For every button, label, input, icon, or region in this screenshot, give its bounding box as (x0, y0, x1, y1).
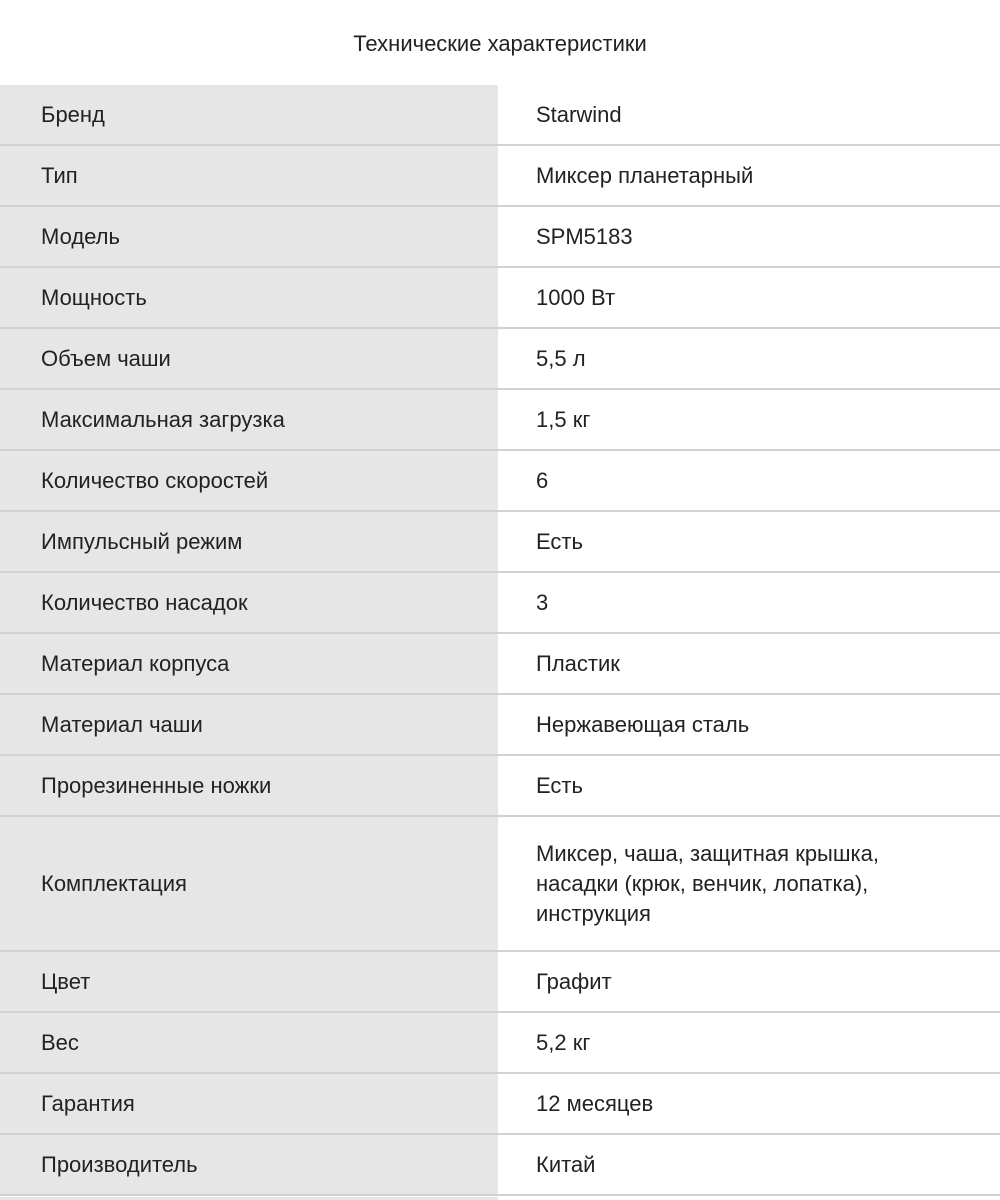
spec-value: Графит (500, 952, 1000, 1011)
spec-label: Мощность (0, 268, 500, 327)
spec-value: Китай (500, 1135, 1000, 1194)
spec-row-max-load (0, 390, 1000, 451)
spec-label: Тип (0, 146, 500, 205)
spec-value: Миксер, чаша, защитная крышка, насадки (крюк, венчик, лопатка), инструкция (500, 817, 1000, 950)
spec-label: Прорезиненные ножки (0, 756, 500, 815)
spec-row-color (0, 952, 1000, 1013)
spec-value: 6 (500, 451, 1000, 510)
spec-row-brand (0, 85, 1000, 146)
spec-label: Импульсный режим (0, 512, 500, 571)
spec-label: Вес (0, 1013, 500, 1072)
spec-label: Объем чаши (0, 329, 500, 388)
spec-value: Миксер планетарный (500, 146, 1000, 205)
spec-label: Гарантия (0, 1074, 500, 1133)
spec-value: 1000 Вт (500, 268, 1000, 327)
spec-row-body-material (0, 634, 1000, 695)
specs-table (0, 85, 1000, 1196)
spec-value: SPM5183 (500, 207, 1000, 266)
spec-row-manufacturer (0, 1135, 1000, 1196)
spec-value: 1,5 кг (500, 390, 1000, 449)
spec-row-warranty (0, 1074, 1000, 1135)
spec-label: Комплектация (0, 817, 500, 950)
spec-value: 12 месяцев (500, 1074, 1000, 1133)
spec-label: Цвет (0, 952, 500, 1011)
spec-row-package (0, 817, 1000, 952)
spec-row-rubber-feet (0, 756, 1000, 817)
spec-value: 5,2 кг (500, 1013, 1000, 1072)
spec-row-bowl-volume (0, 329, 1000, 390)
spec-row-weight (0, 1013, 1000, 1074)
spec-value: Есть (500, 512, 1000, 571)
spec-row-attachments (0, 573, 1000, 634)
spec-label: Количество скоростей (0, 451, 500, 510)
spec-label: Максимальная загрузка (0, 390, 500, 449)
spec-value: Нержавеющая сталь (500, 695, 1000, 754)
page-title: Технические характеристики (353, 31, 647, 56)
spec-row-model (0, 207, 1000, 268)
spec-value: 3 (500, 573, 1000, 632)
spec-label: Модель (0, 207, 500, 266)
spec-label: Количество насадок (0, 573, 500, 632)
spec-row-speeds (0, 451, 1000, 512)
spec-value: Starwind (500, 85, 1000, 144)
spec-label: Материал чаши (0, 695, 500, 754)
spec-label: Материал корпуса (0, 634, 500, 693)
spec-value: Пластик (500, 634, 1000, 693)
spec-value: Есть (500, 756, 1000, 815)
spec-label: Производитель (0, 1135, 500, 1194)
spec-row-type (0, 146, 1000, 207)
spec-row-bowl-material (0, 695, 1000, 756)
spec-value: 5,5 л (500, 329, 1000, 388)
spec-label: Бренд (0, 85, 500, 144)
spec-row-pulse-mode (0, 512, 1000, 573)
spec-row-power (0, 268, 1000, 329)
